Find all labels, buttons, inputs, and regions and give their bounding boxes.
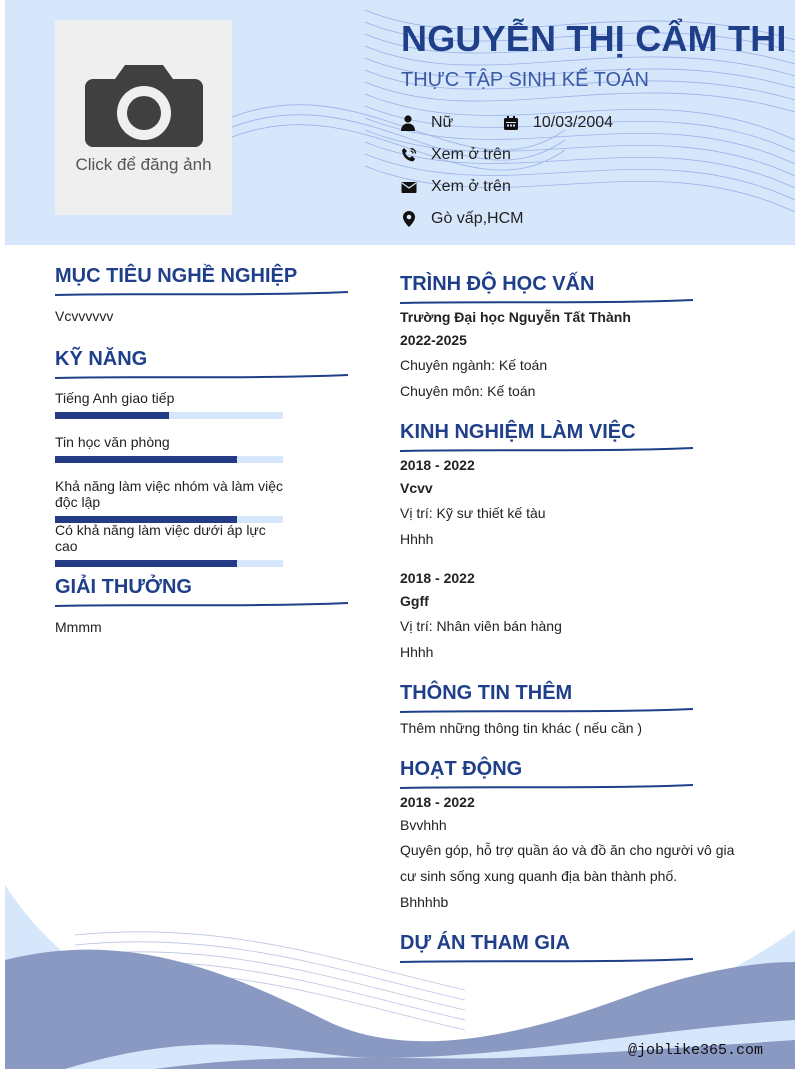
experience-company: Vcvv [400,480,433,496]
activity-description-line: Quyên góp, hỗ trợ quần áo và đồ ăn cho người vô gia [400,842,735,858]
skill-item [55,522,283,567]
address-value: Gò vấp,HCM [431,210,524,227]
objective-text: Vcvvvvvv [55,308,114,324]
map-pin-icon [401,211,417,227]
activity-note: Bhhhhb [400,894,449,910]
envelope-icon [401,179,417,195]
candidate-title: THỰC TẬP SINH KẾ TOÁN [401,69,649,91]
projects-heading: DỰ ÁN THAM GIA [400,932,570,954]
skill-name: Tin học văn phòng [55,434,170,450]
heading-underline [55,373,350,381]
heading-underline [400,707,695,715]
skill-bar [55,412,283,419]
heading-underline [400,298,695,306]
heading-underline [400,957,695,965]
experience-company: Ggff [400,593,429,609]
skill-item [55,390,283,419]
awards-section [55,576,350,609]
objective-heading: MỤC TIÊU NGHỀ NGHIỆP [55,265,298,287]
heading-underline [55,290,350,298]
photo-upload-label: Click để đăng ảnh [75,154,212,174]
experience-section [400,421,695,454]
skill-bar-fill [55,412,169,419]
heading-underline [55,601,350,609]
phone-value: Xem ở trên [431,146,511,163]
skill-bar-fill [55,456,237,463]
experience-heading: KINH NGHIỆM LÀM VIỆC [400,421,636,443]
site-credit: @joblike365.com [628,1042,764,1059]
cv-page [5,0,795,1069]
skill-name: Khả năng làm việc nhóm và làm việc độc lập [55,478,283,510]
activity-organization: Bvvhhh [400,817,447,833]
experience-period: 2018 - 2022 [400,457,475,473]
heading-underline [400,783,695,791]
activity-period: 2018 - 2022 [400,794,475,810]
experience-position: Vị trí: Kỹ sư thiết kế tàu [400,505,546,521]
education-years: 2022-2025 [400,332,467,348]
email-value: Xem ở trên [431,178,511,195]
camera-icon [85,61,203,147]
gender-value: Nữ [431,114,454,131]
skill-bar [55,560,283,567]
address-row [401,210,523,228]
skill-item [55,478,283,523]
projects-section [400,932,695,965]
education-specialty: Chuyên môn: Kế toán [400,383,536,399]
header-banner [5,0,795,245]
extra-info-section [400,682,695,715]
heading-underline [400,446,695,454]
skill-name: Có khả năng làm việc dưới áp lực cao [55,522,266,554]
experience-description: Hhhh [400,531,434,547]
email-row [401,178,511,196]
profile-photo-upload[interactable] [55,20,232,215]
objective-section [55,265,350,298]
calendar-icon [503,115,519,131]
phone-icon [401,147,417,163]
experience-description: Hhhh [400,644,434,660]
education-section [400,273,695,306]
phone-row [401,146,511,164]
activities-section [400,758,695,791]
skill-bar [55,456,283,463]
awards-text: Mmmm [55,619,102,635]
experience-period: 2018 - 2022 [400,570,475,586]
education-heading: TRÌNH ĐỘ HỌC VẤN [400,273,595,295]
education-major: Chuyên ngành: Kế toán [400,357,548,373]
activities-heading: HOẠT ĐỘNG [400,758,523,780]
skill-bar-fill [55,560,237,567]
activity-description-line: cư sinh sống xung quanh địa bàn thành phố. [400,868,678,884]
skill-item [55,434,283,463]
skills-section [55,348,350,381]
extra-info-heading: THÔNG TIN THÊM [400,682,573,704]
skills-heading: KỸ NĂNG [55,348,148,370]
extra-info-text: Thêm những thông tin khác ( nếu cần ) [400,720,643,736]
candidate-name: NGUYỄN THỊ CẨM THI [401,18,787,59]
experience-position: Vị trí: Nhân viên bán hàng [400,618,562,634]
gender-row [401,114,613,132]
education-school: Trường Đại học Nguyễn Tất Thành [400,309,631,325]
skill-name: Tiếng Anh giao tiếp [55,390,175,406]
user-icon [401,115,417,131]
birthday-value: 10/03/2004 [533,114,614,131]
awards-heading: GIẢI THƯỞNG [55,576,192,598]
